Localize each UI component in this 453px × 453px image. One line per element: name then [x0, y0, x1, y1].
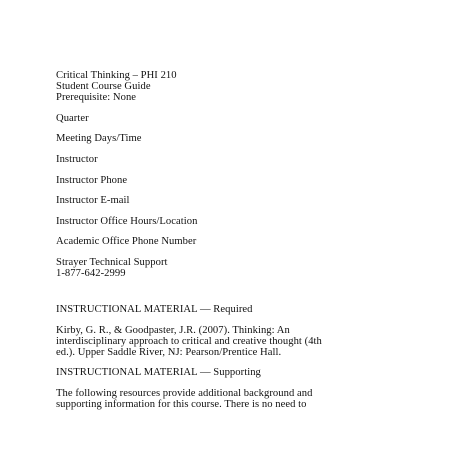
supporting-heading: INSTRUCTIONAL MATERIAL — Supporting — [56, 367, 261, 378]
body-line: supporting information for this course. There is no need to — [56, 399, 307, 410]
citation-line: Kirby, G. R., & Goodpaster, J.R. (2007). Thinking: An — [56, 325, 290, 336]
citation-line: ed.). Upper Saddle River, NJ: Pearson/Prentice Hall. — [56, 347, 282, 358]
course-title: Critical Thinking – PHI 210 — [56, 70, 177, 81]
instructor-phone-label: Instructor Phone — [56, 175, 128, 186]
instructor-email-label: Instructor E-mail — [56, 195, 130, 206]
guide-name: Student Course Guide — [56, 81, 151, 92]
tech-support-label: Strayer Technical Support — [56, 257, 168, 268]
required-heading: INSTRUCTIONAL MATERIAL — Required — [56, 304, 253, 315]
quarter-label: Quarter — [56, 113, 89, 124]
academic-phone-label: Academic Office Phone Number — [56, 236, 197, 247]
tech-support-phone: 1-877-642-2999 — [56, 268, 126, 279]
citation-line: interdisciplinary approach to critical and creative thought (4th — [56, 336, 322, 347]
prerequisite: Prerequisite: None — [56, 92, 137, 103]
instructor-label: Instructor — [56, 154, 98, 165]
office-hours-label: Instructor Office Hours/Location — [56, 216, 198, 227]
meeting-label: Meeting Days/Time — [56, 133, 142, 144]
body-line: The following resources provide additional background and — [56, 388, 313, 399]
